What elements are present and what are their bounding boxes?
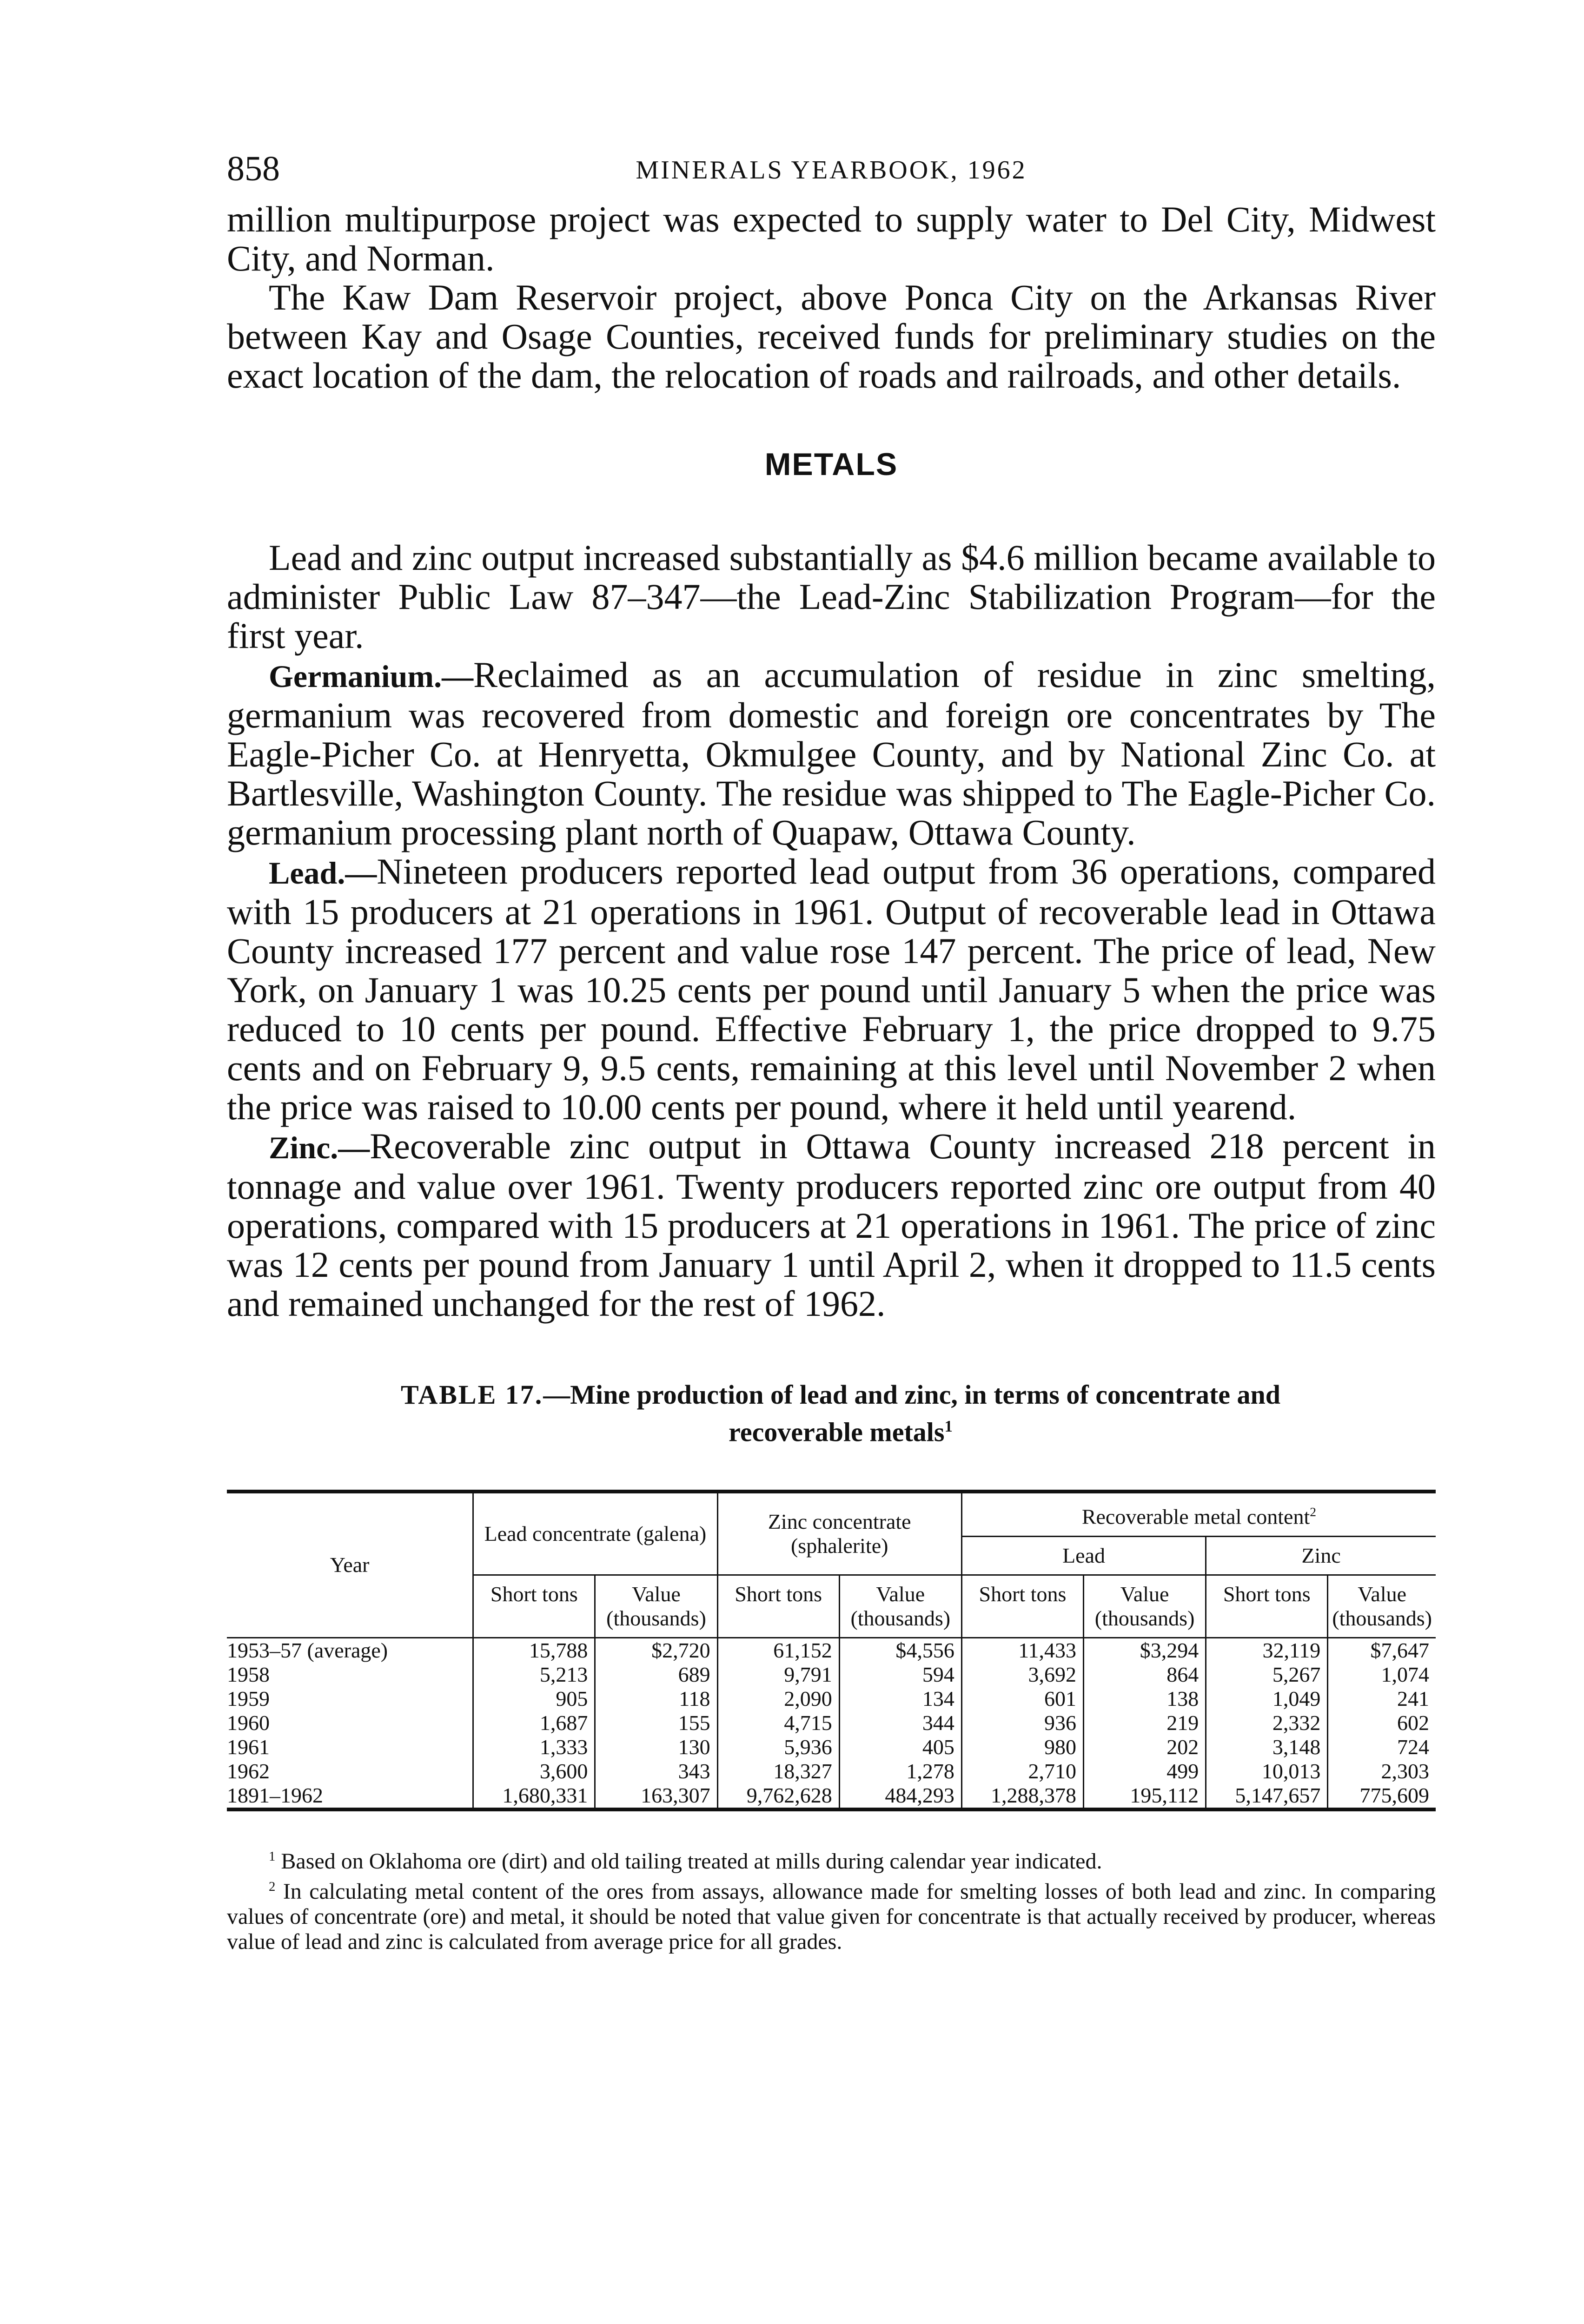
run-in-heading: Germanium.—: [269, 659, 474, 694]
cell-lead-tons: 601: [961, 1687, 1083, 1711]
table-caption-line-1: [245, 1379, 1436, 1411]
footnote-ref: 1: [944, 1417, 953, 1435]
cell-zinc-tons: 32,119: [1206, 1637, 1328, 1663]
cell-lead-conc-value: 689: [595, 1663, 717, 1687]
footnote-text: Based on Oklahoma ore (dirt) and old tailing treated at mills during calendar year indicated.: [281, 1849, 1102, 1874]
cell-zinc-value: $7,647: [1328, 1637, 1436, 1663]
header-zinc: Zinc: [1206, 1536, 1436, 1575]
metals-text: [227, 538, 1436, 1323]
header-short-tons: Short tons: [961, 1575, 1083, 1637]
footnote-mark: 1: [269, 1849, 276, 1864]
run-in-heading: Zinc.—: [269, 1130, 370, 1165]
cell-zinc-value: 1,074: [1328, 1663, 1436, 1687]
cell-lead-conc-value: 163,307: [595, 1783, 717, 1809]
paragraph-text: Reclaimed as an accumulation of residue in zinc smelting, germanium was recovered from domestic and foreign ore concentrates by The Eagle-Picher Co. at Henryetta, Okmulgee County, and by National Zinc Co. at Bartlesville, Washington County. The residue was shipped to The Eagle-Picher Co. germanium processing plant north of Quapaw, Ottawa County.: [227, 654, 1436, 852]
production-table: [227, 1490, 1436, 1811]
table-caption: [227, 1379, 1436, 1448]
cell-year: 1958: [227, 1662, 270, 1686]
cell-zinc-tons: 1,049: [1206, 1687, 1328, 1711]
metals-paragraph-germanium: [227, 655, 1436, 852]
header-recoverable-metal: [961, 1492, 1436, 1536]
footnote-text: In calculating metal content of the ores from assays, allowance made for smelting losses of both lead and zinc. In comparing values of concentrate (ore) and metal, it should be noted that value given for concentrate is that actually received by producer, whereas value of lead and zinc is calculated from average price for all grades.: [227, 1879, 1436, 1954]
cell-lead-conc-tons: 1,680,331: [473, 1783, 595, 1809]
cell-zinc-conc-value: 594: [839, 1663, 961, 1687]
cell-zinc-value: 602: [1328, 1711, 1436, 1735]
metals-paragraph-lead: [227, 852, 1436, 1127]
intro-paragraph: The Kaw Dam Reservoir project, above Ponca City on the Arkansas River between Kay and Osage Counties, received funds for preliminary studies on the exact location of the dam, the relocation of roads and railroads, and other details.: [227, 277, 1436, 396]
metals-paragraph-intro: [227, 538, 1436, 655]
table-row: [227, 1687, 1436, 1711]
cell-zinc-conc-tons: 2,090: [717, 1687, 839, 1711]
page: [227, 149, 1436, 1954]
table-row: [227, 1759, 1436, 1783]
cell-lead-conc-tons: 905: [473, 1687, 595, 1711]
cell-year: 1959: [227, 1686, 270, 1710]
table-row: [227, 1663, 1436, 1687]
cell-lead-tons: 11,433: [961, 1637, 1083, 1663]
cell-lead-conc-value: 343: [595, 1759, 717, 1783]
header-value: Value (thousands): [839, 1575, 961, 1637]
cell-lead-tons: 3,692: [961, 1663, 1083, 1687]
intro-paragraph: million multipurpose project was expected to supply water to Del City, Midwest City, and Norman.: [227, 199, 1436, 278]
cell-zinc-value: 241: [1328, 1687, 1436, 1711]
header-recoverable-text: Recoverable metal content: [1081, 1505, 1310, 1529]
cell-lead-value: 195,112: [1084, 1783, 1206, 1809]
cell-zinc-value: 2,303: [1328, 1759, 1436, 1783]
cell-year: 1953–57 (average): [227, 1638, 388, 1662]
section-heading: METALS: [764, 447, 898, 482]
cell-lead-conc-value: $2,720: [595, 1637, 717, 1663]
cell-lead-value: $3,294: [1084, 1637, 1206, 1663]
header-value: Value (thousands): [1328, 1575, 1436, 1637]
running-head: MINERALS YEARBOOK, 1962: [636, 156, 1027, 185]
cell-lead-conc-tons: 1,333: [473, 1735, 595, 1759]
cell-zinc-tons: 5,267: [1206, 1663, 1328, 1687]
footnote: [227, 1874, 1436, 1954]
header-short-tons: Short tons: [473, 1575, 595, 1637]
header-lead: Lead: [961, 1536, 1206, 1575]
table-row: [227, 1637, 1436, 1663]
cell-zinc-conc-tons: 9,791: [717, 1663, 839, 1687]
cell-year: 1962: [227, 1759, 270, 1783]
cell-lead-tons: 2,710: [961, 1759, 1083, 1783]
footnote-mark: 2: [269, 1879, 276, 1894]
table-caption-line-2: [245, 1411, 1436, 1448]
cell-lead-conc-value: 155: [595, 1711, 717, 1735]
cell-lead-tons: 936: [961, 1711, 1083, 1735]
cell-zinc-conc-tons: 4,715: [717, 1711, 839, 1735]
header-lead-concentrate: Lead concentrate (galena): [473, 1492, 717, 1575]
cell-zinc-conc-value: 134: [839, 1687, 961, 1711]
cell-zinc-tons: 3,148: [1206, 1735, 1328, 1759]
footnote-ref: 2: [1310, 1505, 1317, 1519]
table-row: [227, 1711, 1436, 1735]
metals-paragraph-zinc: [227, 1127, 1436, 1323]
cell-lead-conc-value: 118: [595, 1687, 717, 1711]
table-row: [227, 1735, 1436, 1759]
cell-lead-value: 219: [1084, 1711, 1206, 1735]
header-year: Year: [227, 1492, 473, 1637]
cell-zinc-tons: 5,147,657: [1206, 1783, 1328, 1809]
cell-zinc-conc-value: 405: [839, 1735, 961, 1759]
cell-zinc-conc-value: 1,278: [839, 1759, 961, 1783]
cell-zinc-conc-tons: 18,327: [717, 1759, 839, 1783]
cell-zinc-tons: 10,013: [1206, 1759, 1328, 1783]
footnote: [227, 1844, 1436, 1874]
cell-lead-conc-value: 130: [595, 1735, 717, 1759]
cell-lead-conc-tons: 1,687: [473, 1711, 595, 1735]
cell-lead-conc-tons: 5,213: [473, 1663, 595, 1687]
cell-zinc-conc-tons: 61,152: [717, 1637, 839, 1663]
cell-zinc-conc-value: 484,293: [839, 1783, 961, 1809]
cell-lead-tons: 1,288,378: [961, 1783, 1083, 1809]
header-zinc-concentrate: Zinc concentrate (sphalerite): [717, 1492, 961, 1575]
cell-year: 1960: [227, 1710, 270, 1735]
cell-lead-tons: 980: [961, 1735, 1083, 1759]
table-title: —Mine production of lead and zinc, in terms of concentrate and: [543, 1380, 1281, 1410]
cell-year: 1891–1962: [227, 1783, 323, 1807]
page-number: 858: [227, 149, 280, 188]
run-in-heading: Lead.—: [269, 855, 377, 891]
header-value: Value (thousands): [1084, 1575, 1206, 1637]
intro-text: [227, 200, 1436, 395]
paragraph-text: Recoverable zinc output in Ottawa County increased 218 percent in tonnage and value over 1961. Twenty producers reported zinc ore output from 40 operations, compared with 15 producers at 21 operations in 1961. The price of zinc was 12 cents per pound from January 1 until April 2, when it dropped to 11.5 cents and remained unchanged for the rest of 1962.: [227, 1126, 1436, 1324]
cell-zinc-value: 775,609: [1328, 1783, 1436, 1809]
cell-lead-conc-tons: 3,600: [473, 1759, 595, 1783]
paragraph-text: Nineteen producers reported lead output from 36 operations, compared with 15 producers at 21 operations in 1961. Output of recoverable lead in Ottawa County increased 177 percent and value rose 147 percent. The price of lead, New York, on January 1 was 10.25 cents per pound until January 5 when the price was reduced to 10 cents per pound. Effective February 1, the price dropped to 9.75 cents and on February 9, 9.5 cents, remaining at this level until November 2 when the price was raised to 10.00 cents per pound, where it held until yearend.: [227, 851, 1436, 1127]
cell-zinc-conc-tons: 9,762,628: [717, 1783, 839, 1809]
table-label: TABLE 17.: [400, 1380, 543, 1410]
footnotes: [227, 1844, 1436, 1954]
cell-zinc-conc-value: 344: [839, 1711, 961, 1735]
cell-lead-value: 864: [1084, 1663, 1206, 1687]
header-value: Value (thousands): [595, 1575, 717, 1637]
cell-zinc-conc-value: $4,556: [839, 1637, 961, 1663]
paragraph-text: Lead and zinc output increased substantially as $4.6 million became available to administer Public Law 87–347—the Lead-Zinc Stabilization Program—for the first year.: [227, 537, 1436, 656]
page-header: [227, 149, 1436, 200]
cell-lead-value: 499: [1084, 1759, 1206, 1783]
cell-year: 1961: [227, 1735, 270, 1759]
cell-lead-conc-tons: 15,788: [473, 1637, 595, 1663]
table-total-row: [227, 1783, 1436, 1809]
cell-zinc-conc-tons: 5,936: [717, 1735, 839, 1759]
cell-zinc-tons: 2,332: [1206, 1711, 1328, 1735]
cell-zinc-value: 724: [1328, 1735, 1436, 1759]
header-short-tons: Short tons: [1206, 1575, 1328, 1637]
cell-lead-value: 202: [1084, 1735, 1206, 1759]
table-title-cont: recoverable metals: [729, 1417, 945, 1447]
header-short-tons: Short tons: [717, 1575, 839, 1637]
cell-lead-value: 138: [1084, 1687, 1206, 1711]
